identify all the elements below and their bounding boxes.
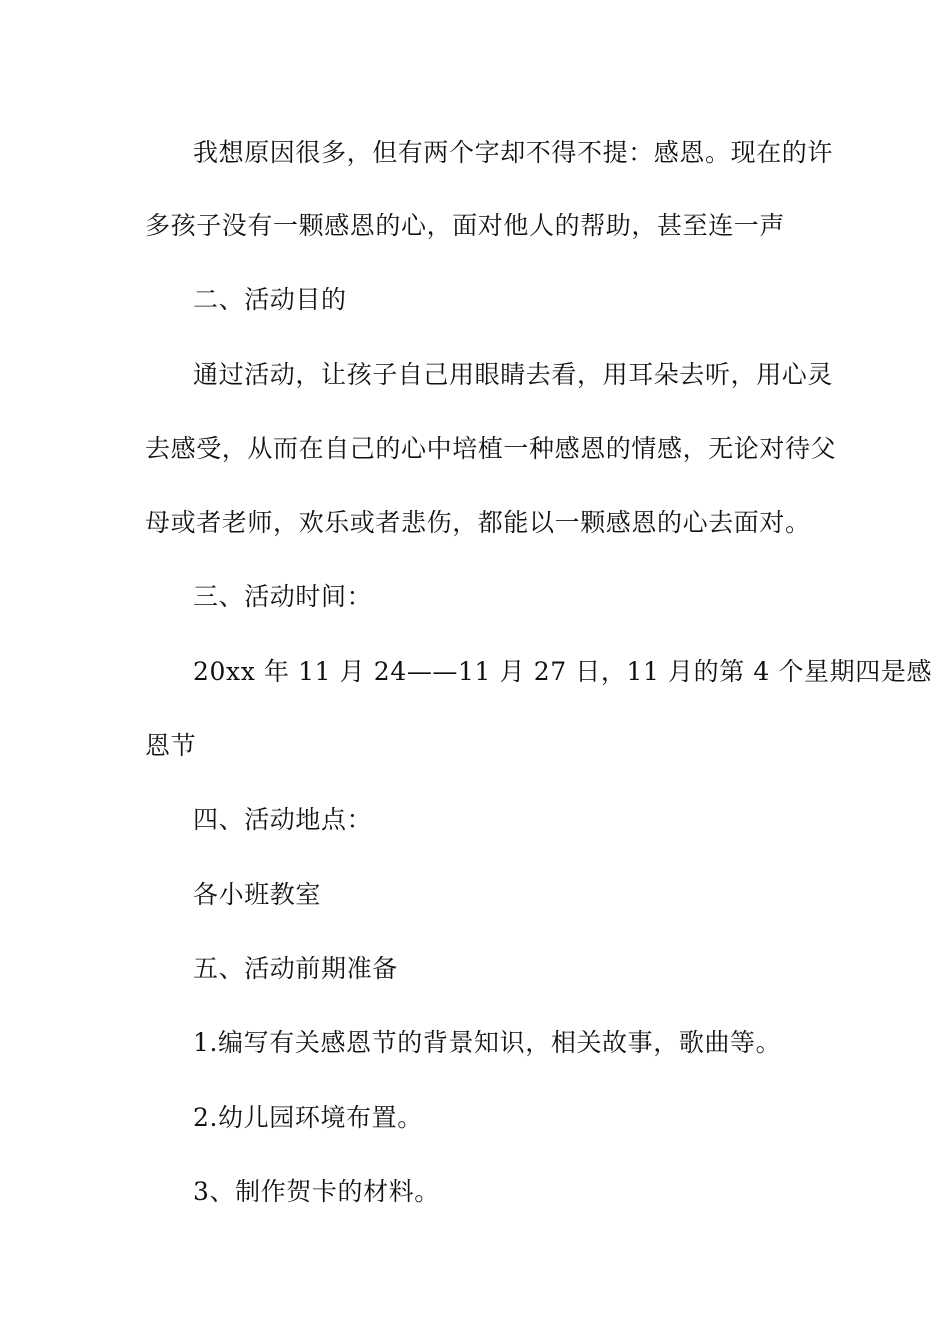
section-heading: 二、活动目的	[193, 285, 347, 314]
list-item: 1.编写有关感恩节的背景知识，相关故事，歌曲等。	[193, 1028, 782, 1057]
paragraph-line: 各小班教室	[193, 880, 322, 909]
paragraph-line: 去感受，从而在自己的心中培植一种感恩的情感，无论对待父	[145, 434, 837, 463]
section-heading: 四、活动地点：	[193, 805, 373, 834]
paragraph-line: 恩节	[145, 731, 197, 760]
section-heading: 三、活动时间：	[193, 582, 373, 611]
list-item: 2.幼儿园环境布置。	[193, 1103, 423, 1132]
paragraph-line: 通过活动，让孩子自己用眼睛去看，用耳朵去听，用心灵	[193, 360, 834, 389]
section-heading: 五、活动前期准备	[193, 954, 398, 983]
list-item: 3、制作贺卡的材料。	[193, 1177, 440, 1206]
paragraph-line: 我想原因很多，但有两个字却不得不提：感恩。现在的许	[193, 138, 834, 167]
paragraph-line: 20xx 年 11 月 24——11 月 27 日，11 月的第 4 个星期四是感	[193, 657, 933, 686]
paragraph-line: 母或者老师，欢乐或者悲伤，都能以一颗感恩的心去面对。	[145, 508, 811, 537]
paragraph-line: 多孩子没有一颗感恩的心，面对他人的帮助，甚至连一声	[145, 211, 786, 240]
